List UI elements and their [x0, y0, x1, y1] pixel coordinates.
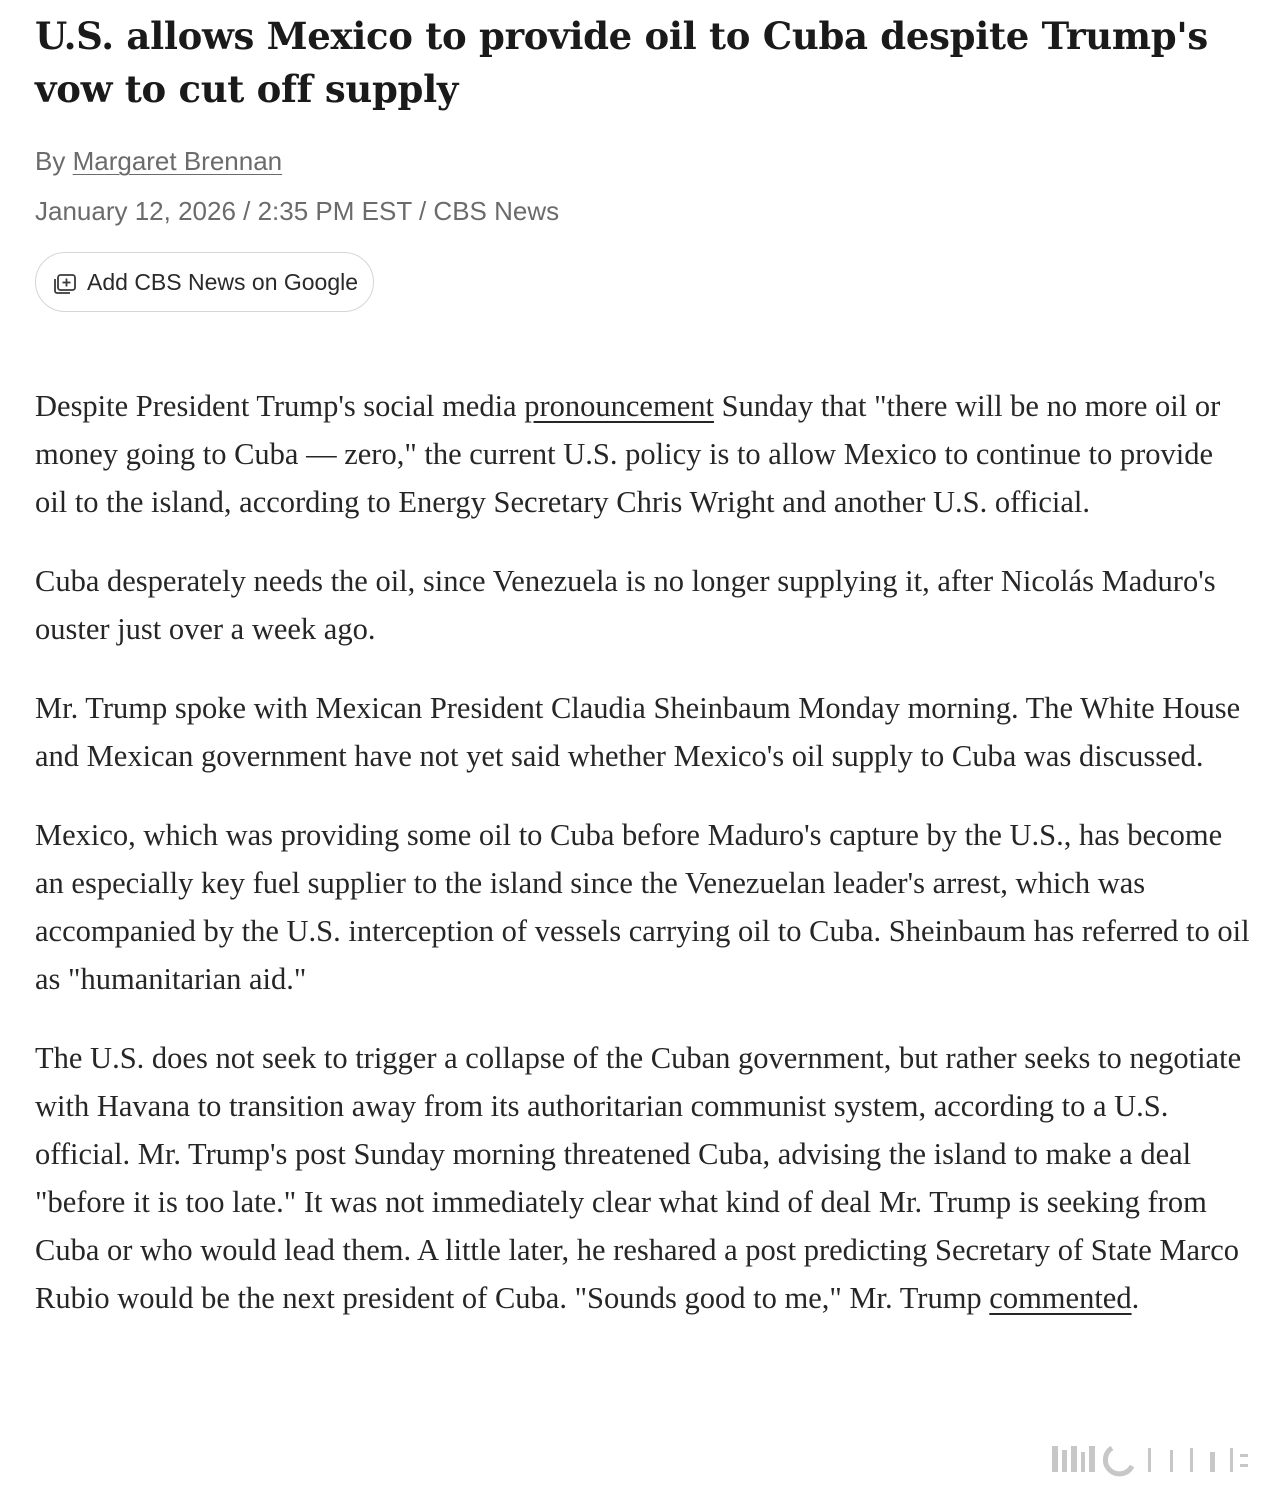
pronouncement-link[interactable]: pronouncement: [524, 389, 714, 423]
paragraph-3: Mr. Trump spoke with Mexican President Claudia Sheinbaum Monday morning. The White House and Mexican government have not yet said whether Mexico's oil supply to Cuba was discussed.: [35, 691, 1241, 773]
paragraph-1-text-a: Despite President Trump's social media: [35, 389, 525, 423]
commented-link[interactable]: commented: [989, 1281, 1132, 1315]
byline: [35, 144, 1250, 178]
article: [35, 10, 1250, 1353]
watermark-logo: [1052, 1440, 1252, 1480]
article-body: [35, 382, 1250, 1322]
add-cbs-on-google-label: Add CBS News on Google: [87, 268, 359, 295]
dateline: January 12, 2026 / 2:35 PM EST / CBS News: [35, 196, 560, 226]
byline-prefix: By: [35, 146, 66, 176]
paragraph-5-text-a: The U.S. does not seek to trigger a collapse of the Cuban government, but rather seeks to negotiate with Havana to transition away from its authoritarian communist system, according to a U.S. official. Mr. Trump's post Sunday morning threatened Cuba, advising the island to make a deal "before it is too late." It was not immediately clear what kind of deal Mr. Trump is seeking from Cuba or who would lead them. A little later, he reshared a post predicting Secretary of State Marco Rubio would be the next president of Cuba. "Sounds good to me," Mr. Trump: [35, 1041, 1242, 1315]
add-cbs-on-google-button[interactable]: [35, 252, 374, 312]
paragraph-5-text-b: .: [1131, 1281, 1140, 1315]
add-to-google-icon: [51, 268, 79, 296]
paragraph-1-text-b: Sunday that "there will be no more oil or money going to Cuba — zero," the current U.S. policy is to allow Mexico to continue to provide oil to the island, according to Energy Secretary Chris Wright and another U.S. official.: [35, 389, 1221, 519]
author-link[interactable]: Margaret Brennan: [72, 146, 283, 176]
paragraph-1: [35, 382, 1250, 526]
paragraph-2: Cuba desperately needs the oil, since Venezuela is no longer supplying it, after Nicolás Maduro's ouster just over a week ago.: [35, 564, 1216, 646]
headline: U.S. allows Mexico to provide oil to Cuba despite Trump's vow to cut off supply: [35, 14, 1208, 111]
paragraph-5: [35, 1034, 1250, 1322]
paragraph-4: Mexico, which was providing some oil to Cuba before Maduro's capture by the U.S., has become an especially key fuel supplier to the island since the Venezuelan leader's arrest, which was accompanied by the U.S. interception of vessels carrying oil to Cuba. Sheinbaum has referred to oil as "humanitarian aid.": [35, 818, 1250, 996]
